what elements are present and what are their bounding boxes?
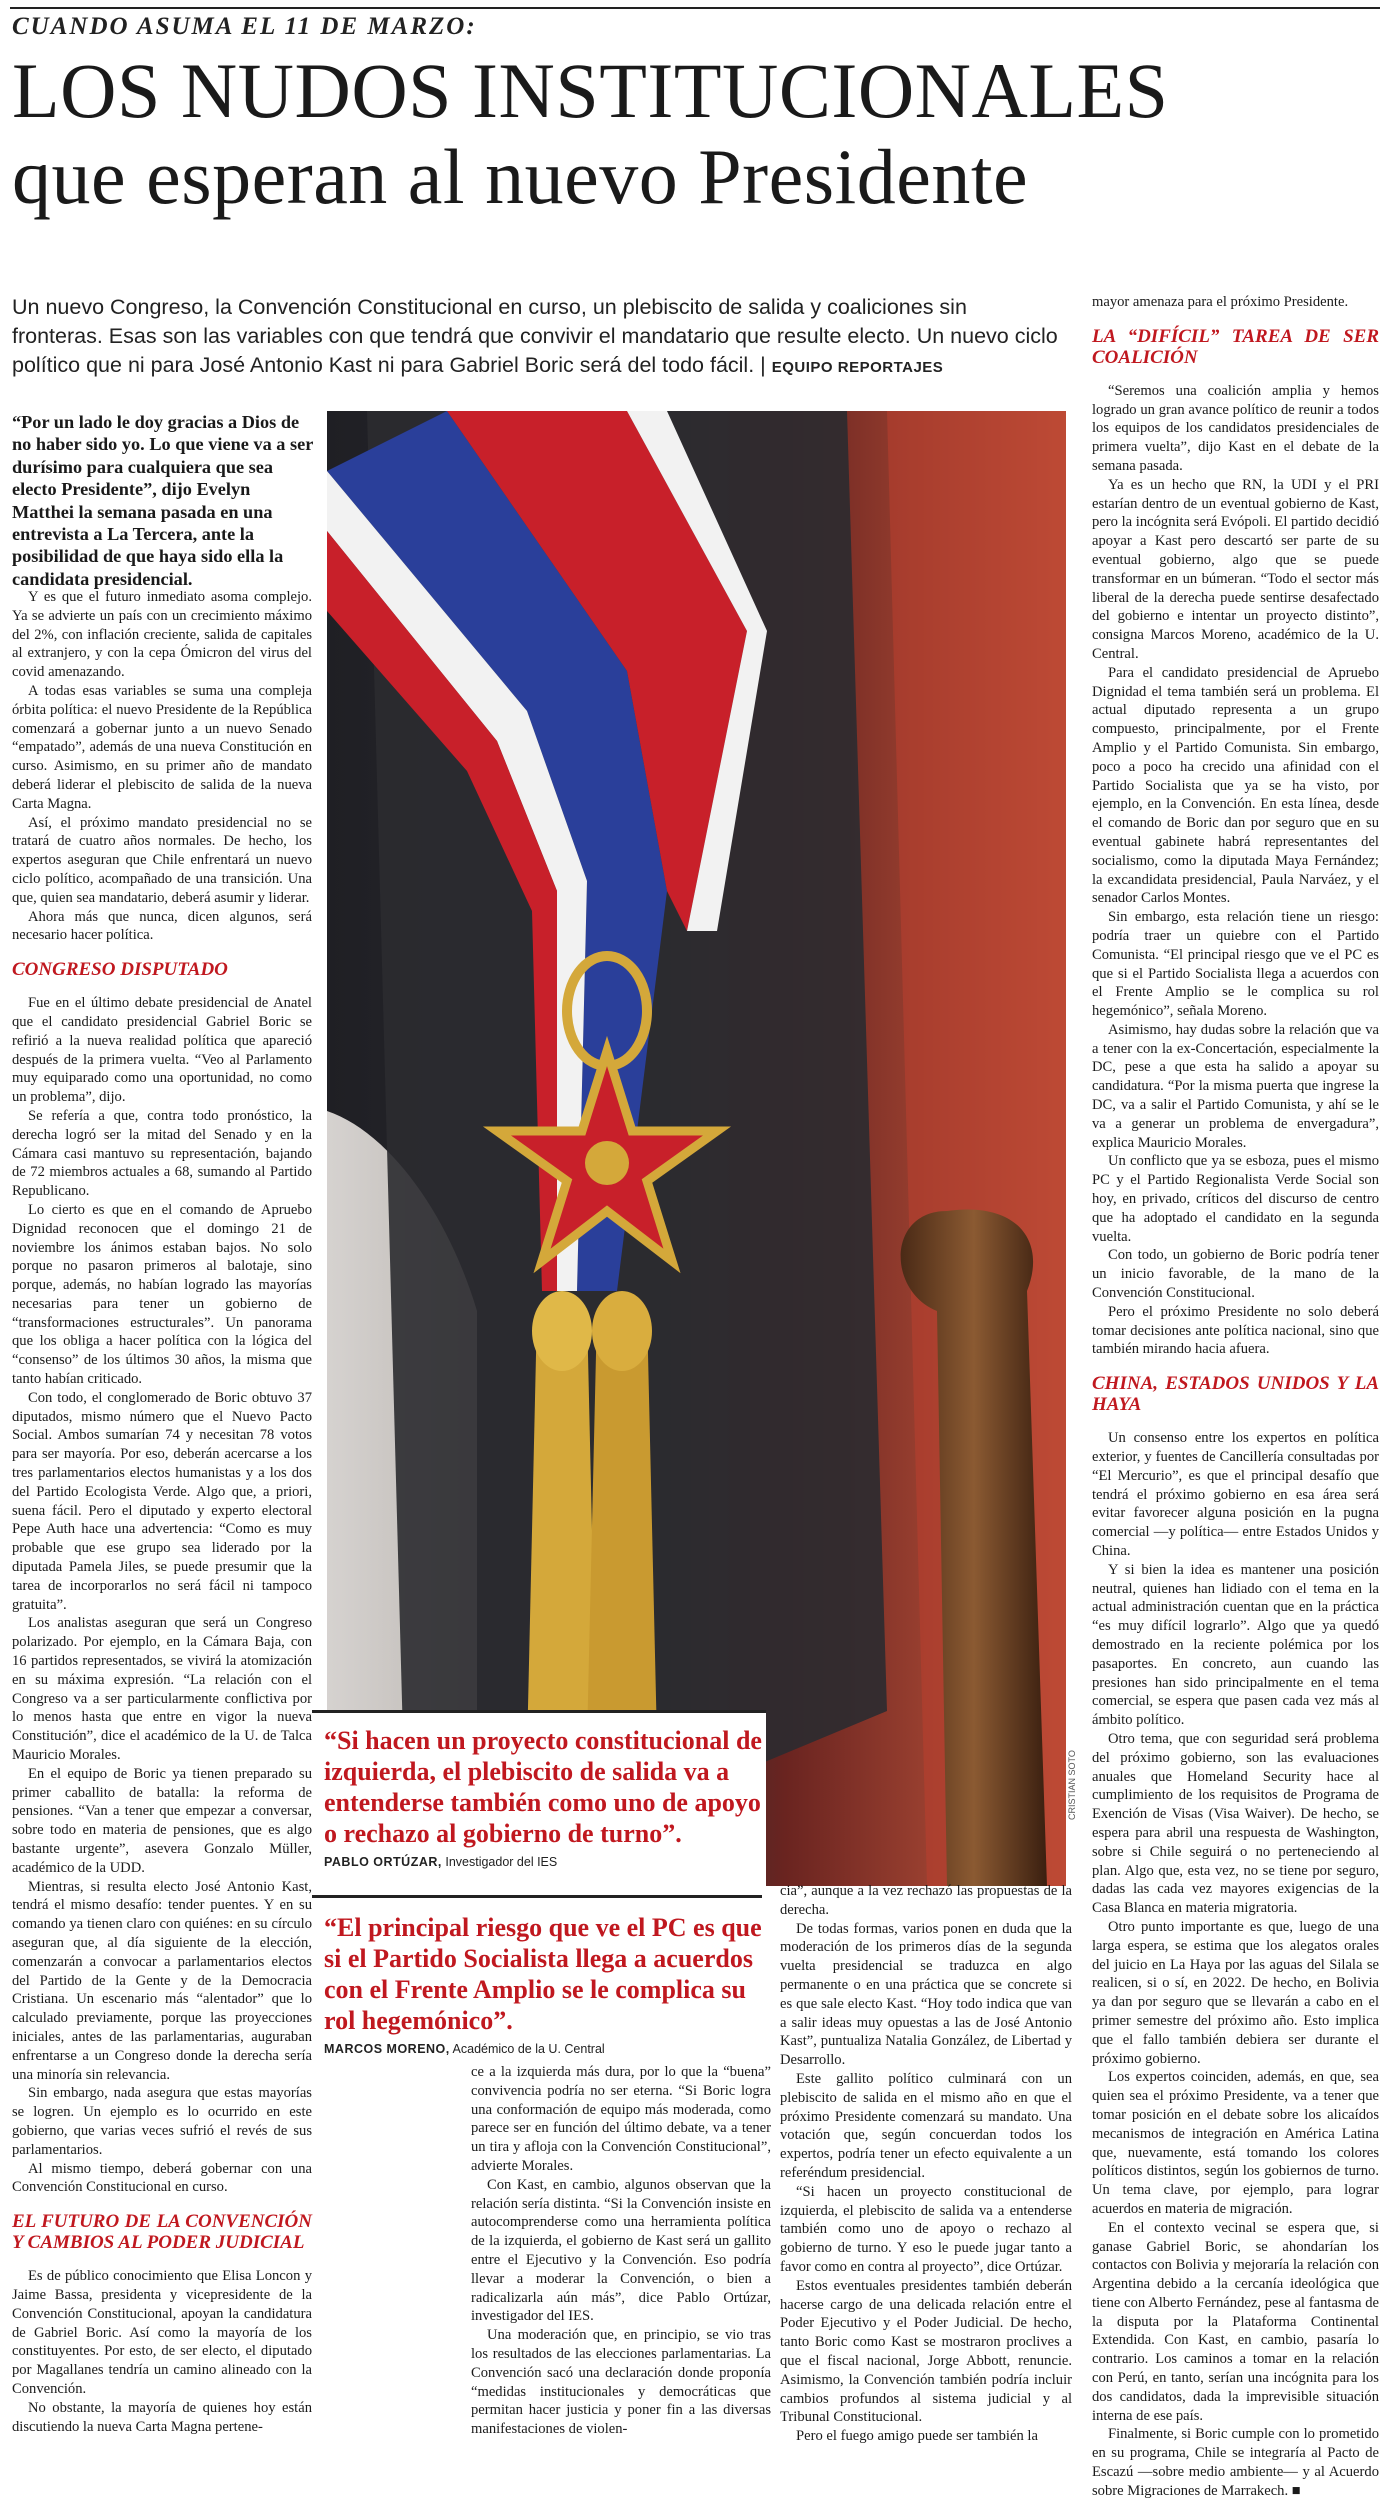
pull-quote-attribution: MARCOS MORENO, Académico de la U. Central <box>324 2042 605 2056</box>
pull-quote-text: “El principal riesgo que ve el PC es que si el Partido Socialista llega a acuerdos con el Frente Amplio se le complica su rol hegemónico”. <box>324 1913 762 2035</box>
deck-text: Un nuevo Congreso, la Convención Constitucional en curso, un plebiscito de salida y coaliciones sin fronteras. Esas son las variables con que tendrá que convivir el mandatario que resulte electo. Un nuevo ciclo político que ni para José Antonio Kast ni para Gabriel Boric será del todo fácil. | <box>12 295 1058 377</box>
lead-text: “Por un lado le doy gracias a Dios de no haber sido yo. Lo que viene va a ser durísimo para cualquiera que sea electo Presidente”, dijo Evelyn Matthei la semana pasada en una entrevista a La Tercera, ante la posibilidad de que haya sido ella la candidata presidencial. <box>12 412 313 589</box>
byline: EQUIPO REPORTAJES <box>771 359 944 376</box>
top-rule <box>10 7 1380 9</box>
subhead-convencion: EL FUTURO DE LA CONVENCIÓN Y CAMBIOS AL PODER JUDICIAL <box>12 2211 312 2254</box>
column-3: cia”, aunque a la vez rechazó las propuestas de la derecha. De todas formas, varios ponen en duda que la moderación de los primeros días de la segunda vuelta presidencial se traduzca en algo permanente o en una práctica que se concrete si es que sale electo Kast. “Hoy todo indica que van a salir ideas muy opuestas a las de José Antonio Kast”, puntualiza Natalia González, de Libertad y Desarrollo. Este gallito político culminará con un plebiscito de salida en el mismo año en que el próximo Presidente comenzará su mandato. Una votación que, según concuerdan todos los expertos, podría tener un efecto equivalente a un referéndum presidencial. “Si hacen un proyecto constitucional de izquierda, el plebiscito de salida va a entenderse también como uno de apoyo o rechazo al gobierno de turno. Y eso le puede jugar tanto a favor como en contra al proyecto”, dice Ortúzar. Estos eventuales presidentes también deberán hacerse cargo de una delicada relación entre el Poder Ejecutivo y el Poder Judicial. De hecho, tanto Boric como Kast se mostraron proclives a que el fiscal nacional, Jorge Abbott, renuncie. Asimismo, la Convención también podría incluir cambios profundos al sistema judicial y al Tribunal Constitucional. Pero el fuego amigo puede ser también la <box>780 1883 1072 2445</box>
headline-line-1: LOS NUDOS INSTITUCIONALES <box>12 47 1169 134</box>
column-2: ce a la izquierda más dura, por lo que la “buena” convivencia podría no ser eterna. “Si Boric logra una conformación de equipo más moderada, como parece ser en función del último debate, va a tener un tira y afloja con la Convención Constitucional”, advierte Morales. Con Kast, en cambio, algunos observan que la relación sería distinta. “Si la Convención insiste en autocomprenderse como una herramienta política de la izquierda, el gobierno de Kast será un gallito entre el Ejecutivo y la Convención. Eso podría llevar a moderar la Convención, o bien a radicalizarla aún más”, dice Pablo Ortúzar, investigador del IES. Una moderación que, en principio, se vio tras los resultados de las elecciones parlamentarias. La Convención sacó una declaración donde proponía “medidas institucionales y democráticas que permitan hacer justicia y poner fin a las diversas manifestaciones de violen- <box>471 2064 771 2438</box>
pull-quote-attribution: PABLO ORTÚZAR, Investigador del IES <box>324 1855 558 1869</box>
photo-credit: CRISTIAN SOTO <box>1067 1750 1077 1820</box>
sash-photo <box>327 411 1066 1886</box>
headline-line-2: que esperan al nuevo Presidente <box>12 133 1029 220</box>
pull-quote-moreno <box>312 1895 762 2056</box>
subhead-coalicion: LA “DIFÍCIL” TAREA DE SER COALICIÓN <box>1092 325 1379 368</box>
deck <box>12 293 1062 382</box>
column-1: Y es que el futuro inmediato asoma complejo. Ya se advierte un país con un crecimiento máximo del 2%, con inflación creciente, salida de capitales al extranjero, y con la cepa Ómicron del virus del covid amenazando. A todas esas variables se suma una compleja órbita política: el nuevo Presidente de la República comenzará a gobernar junto a un nuevo Senado “empatado”, además de una nueva Constitución en curso. Asimismo, en su primer año de mandato deberá liderar el plebiscito de salida de la nueva Carta Magna. Así, el próximo mandato presidencial no se tratará de cuatro años normales. De hecho, los expertos aseguran que Chile enfrentará un nuevo ciclo político, acompañado de una transición. Una que, quien sea mandatario, deberá asumir y liderar. Ahora más que nunca, dicen algunos, será necesario hacer política. CONGRESO DISPUTADO Fue en el último debate presidencial de Anatel que el candidato presidencial Gabriel Boric se refirió a la nueva realidad política que apareció después de la primera vuelta. “Veo al Parlamento muy equiparado como una oportunidad, no como un problema”, dijo. Se refería a que, contra todo pronóstico, la derecha logró ser la mitad del Senado y en la Cámara casi mantuvo su representación, bajando de 72 miembros actuales a 68, sumando al Partido Republicano. Lo cierto es que en el comando de Apruebo Dignidad reconocen que el domingo 21 de noviembre los ánimos estaban bajos. No solo porque no pasaron primeros al balotaje, sino porque, además, no habían logrado las mayorías necesarias para tener un gobierno de “transformaciones estructurales”. Un panorama que los obliga a hacer política con la lógica del “consenso” de los últimos 30 años, la misma que tanto habían criticado. Con todo, el conglomerado de Boric obtuvo 37 diputados, mismo número que el Nuevo Pacto Social. Ambos sumarían 74 y necesitan 78 votos para ser mayoría. Por eso, deberán acercarse a los tres parlamentarios electos humanistas y a los dos del Partido Ecologista Verde. Algo que, a priori, suena fácil. Pero el diputado y experto electoral Pepe Auth hace una advertencia: “Como es muy probable que ese grupo sea liderado por la diputada Pamela Jiles, se puede presumir que la tarea de incorporarlos no será fácil ni tampoco gratuita”. Los analistas aseguran que será un Congreso polarizado. Por ejemplo, en la Cámara Baja, con 16 partidos representados, se vivirá la atomización en su máxima expresión. “La relación con el Congreso va a ser particularmente conflictiva por lo menos hasta que entre en vigor la nueva Constitución”, dice el académico de la U. de Talca Mauricio Morales. En el equipo de Boric ya tienen preparado su primer caballito de batalla: la reforma de pensiones. “Van a tener que empezar a conversar, sobre todo en materia de pensiones, que es algo bastante urgente”, asevera Gonzalo Müller, académico de la UDD. Mientras, si resulta electo José Antonio Kast, tendrá el mismo desafío: tender puentes. Y en su comando ya tienen claro con quiénes: en su círculo aseguran que, al día siguiente de la elección, comenzarán a convocar a parlamentarios electos del Partido de la Gente y de la Democracia Cristiana. Un escenario más “alentador” que lo calculado previamente, porque las proyecciones iniciales, antes de las parlamentarias, auguraban enfrentarse a un Congreso donde la derecha sería una minoría sin relevancia. Sin embargo, nada asegura que estas mayorías se logren. Un ejemplo es lo ocurrido en este gobierno, que varias veces sufrió el revés de sus parlamentarios. Al mismo tiempo, deberá gobernar con una Convención Constitucional en curso. EL FUTURO DE LA CONVENCIÓN Y CAMBIOS AL PODER JUDICIAL Es de público conocimiento que Elisa Loncon y Jaime Bassa, presidenta y vicepresidente de la Convención Constitucional, apoyan la candidatura de Gabriel Boric. Así como la mayoría de los constituyentes. Por esto, de ser electo, el diputado por Magallanes tendría un camino alineado con la Convención. No obstante, la mayoría de quienes hoy están discutiendo la nueva Carta Magna pertene- <box>12 589 312 2435</box>
subhead-china: CHINA, ESTADOS UNIDOS Y LA HAYA <box>1092 1373 1379 1416</box>
lead-paragraph <box>12 411 314 590</box>
pull-quote-text: “Si hacen un proyecto constitucional de izquierda, el plebiscito de salida va a entenderse también como uno de apoyo o rechazo al gobierno de turno”. <box>324 1726 762 1848</box>
pull-quote-ortuzar <box>312 1710 766 1894</box>
subhead-congreso: CONGRESO DISPUTADO <box>12 959 228 981</box>
kicker: CUANDO ASUMA EL 11 DE MARZO: <box>12 13 477 40</box>
presidential-sash-image <box>327 411 1066 1886</box>
headline <box>12 48 1169 220</box>
column-4: mayor amenaza para el próximo Presidente. LA “DIFÍCIL” TAREA DE SER COALICIÓN “Seremos una coalición amplia y hemos logrado un gran avance político de reunir a todos los equipos de los candidatos presidenciales de primera vuelta”, dijo Kast en el debate de la semana pasada. Ya es un hecho que RN, la UDI y el PRI estarían dentro de un eventual gobierno de Kast, pero la incógnita será Evópoli. El partido decidió apoyar a Kast pero descartó ser parte de su eventual gobierno, algo que se puede transformar en un búmeran. “Todo el sector más liberal de la derecha puede sentirse desafectado del gobierno e intentar un proyecto distinto”, consigna Marcos Moreno, académico de la U. Central. Para el candidato presidencial de Apruebo Dignidad el tema también será un problema. El actual diputado representa a un grupo compuesto, principalmente, por el Frente Amplio y el Partido Comunista. Sin embargo, poco a poco ha crecido una afinidad con el Partido Socialista que ya se ha visto, por ejemplo, en la Convención. En esta línea, desde el comando de Boric dan por seguro que en su eventual gabinete habrá representantes del socialismo, como la diputada Maya Fernández; la excandidata presidencial, Paula Narváez, y el senador Carlos Montes. Sin embargo, esta relación tiene un riesgo: podría traer un quiebre con el Partido Comunista. “El principal riesgo que ve el PC es que si el Partido Socialista llega a acuerdos con el Frente Amplio se le complica su rol hegemónico”, señala Moreno. Asimismo, hay dudas sobre la relación que va a tener con la ex-Concertación, especialmente la DC, pese a que esta ha salido a apoyar su candidatura. “Por la misma puerta que ingrese la DC, va a salir el Partido Comunista, y ahí se le va a generar un problema de envergadura”, explica Mauricio Morales. Un conflicto que ya se esboza, pues el mismo PC y el Partido Regionalista Verde Social son hoy, en privado, críticos del discurso de centro que ha adoptado el candidato en la segunda vuelta. Con todo, un gobierno de Boric podría tener un inicio favorable, de la mano de la Convención Constitucional. Pero el próximo Presidente no solo deberá tomar decisiones ante política nacional, sino que también mirando hacia afuera. CHINA, ESTADOS UNIDOS Y LA HAYA Un consenso entre los expertos en política exterior, y fuentes de Cancillería consultadas por “El Mercurio”, es que el principal desafío que tendrá el próximo gobierno en esa área será evitar favorecer alguna posición en la pugna comercial —y política— entre Estados Unidos y China. Y si bien la idea es mantener una posición neutral, quienes han lidiado con el tema en la actual administración cuentan que en la práctica “es muy difícil lograrlo”. Algo que ya quedó demostrado en la reciente polémica por los pasaportes. En concreto, aun cuando las presiones han sido principalmente en el tema comercial, se espera que pasen cada vez más al ámbito político. Otro tema, que con seguridad será problema del próximo gobierno, son las evaluaciones anuales que Homeland Security hace al cumplimiento de los requisitos de Programa de Exención de Visas (Visa Waiver). De hecho, se espera para abril una respuesta de Washington, sobre si Chile seguirá o no perteneciendo al plan. Algo que, esta vez, no se tiene por seguro, dadas las cada vez mayores exigencias de la Casa Blanca en materia migratoria. Otro punto importante es que, luego de una larga espera, se estima que los alegatos orales del juicio en La Haya por las aguas del Silala se realicen, si o sí, en 2022. De hecho, en Bolivia ya dan por seguro que se llevarán a cabo en el primer semestre del próximo año. Esto implica que el fallo también debiera ser durante el próximo gobierno. Los expertos coinciden, además, en que, sea quien sea el próximo Presidente, va a tener que tomar posición en el debate sobre los alicaídos mecanismos de integración en América Latina que, nuevamente, está tomando los colores políticos distintos, según los gobiernos de turno. Un tema clave, por ejemplo, para lograr acuerdos en materia de migración. En el contexto vecinal se espera que, si ganase Gabriel Boric, se ahondarían los contactos con Bolivia y mejoraría la relación con Argentina debido a la cercanía ideológica que tiene con Alberto Fernández, pese al fantasma de la disputa por la Plataforma Continental Extendida. Con Kast, en cambio, pasaría lo contrario. Los caminos a tomar en la relación con Perú, en tanto, serían una incógnita para los dos candidatos, dada la imprevisible situación interna de ese país. Finalmente, si Boric cumple con lo prometido en su programa, Chile se integraría al Pacto de Escazú —sobre medio ambiente— y al Acuerdo sobre Migraciones de Marrakech. ■ <box>1092 294 1379 2499</box>
